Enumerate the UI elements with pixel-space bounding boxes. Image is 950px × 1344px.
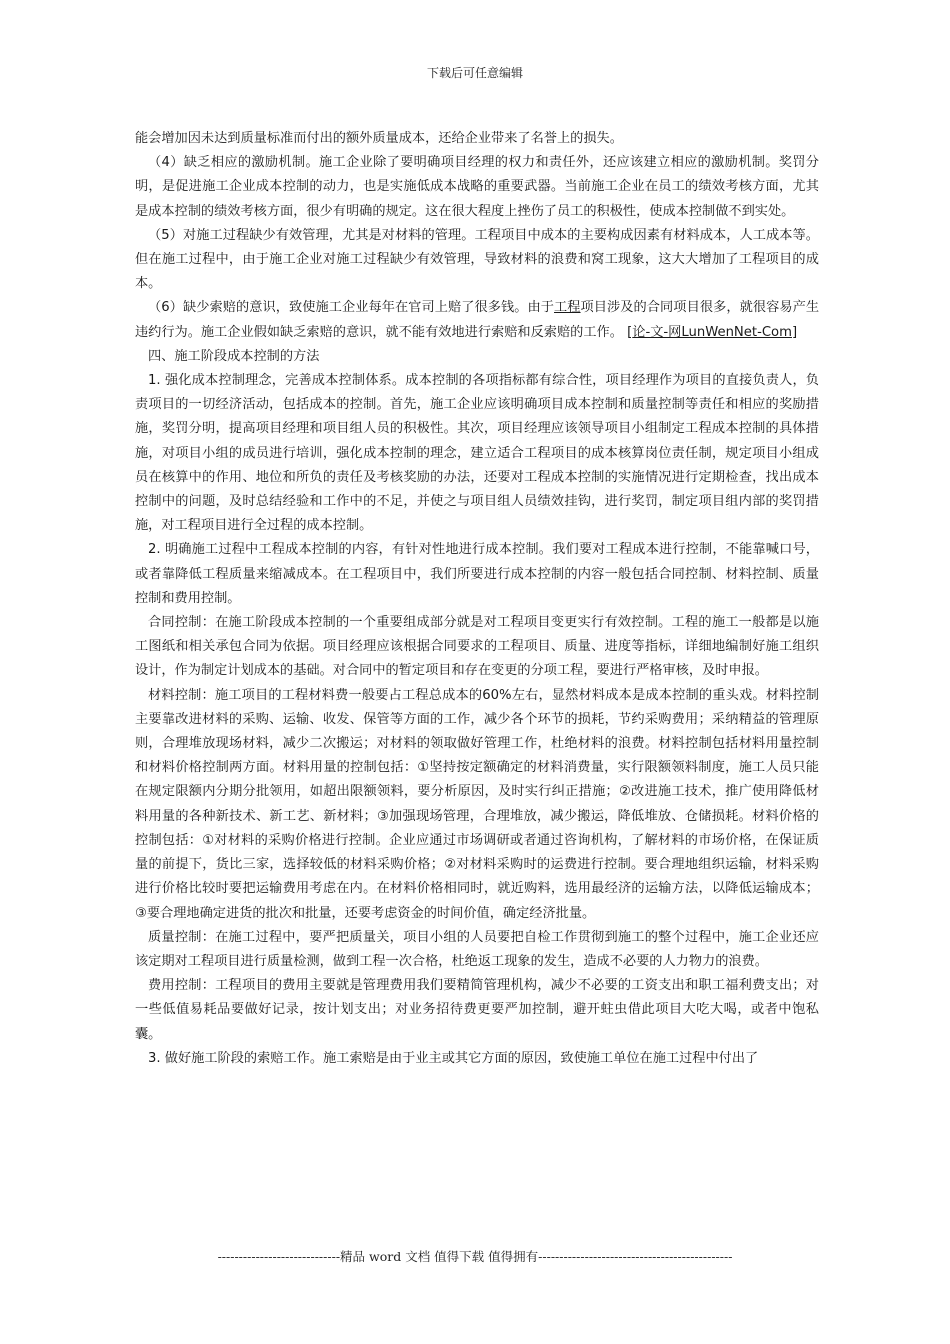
paragraph-item-5: （5）对施工过程缺少有效管理，尤其是对材料的管理。工程项目中成本的主要构成因素有材料成本，人工成本等。但在施工过程中，由于施工企业对施工过程缺少有效管理，导致材料的浪费和窝工现象，这大大增加了工程项目的成本。: [135, 227, 819, 292]
paragraph-text: ]: [791, 324, 798, 340]
paragraph-material-control: 材料控制：施工项目的工程材料费一般要占工程总成本的60%左右，显然材料成本是成本控制的重头戏。材料控制主要靠改进材料的采购、运输、收发、保管等方面的工作，减少各个环节的损耗，节约采购费用；采纳精益的管理原则，合理堆放现场材料，减少二次搬运；对材料的领取做好管理工作，杜绝材料的浪费。材料控制包括材料用量控制和材料价格控制两方面。材料用量的控制包括：①坚持按定额确定的材料消费量，实行限额领料制度，施工人员只能在规定限额内分期分批领用，如超出限额领料，要分析原因，及时实行纠正措施；②改进施工技术，推广使用降低材料用量的各种新技术、新工艺、新材料；③加强现场管理，合理堆放，减少搬运，降低堆放、仓储损耗。材料价格的控制包括：①对材料的采购价格进行控制。企业应通过市场调研或者通过咨询机构，了解材料的市场价格，在保证质量的前提下，货比三家，选择较低的材料采购价格；②对材料采购时的运费进行控制。要合理地组织运输，材料采购进行价格比较时要把运输费用考虑在内。在材料价格相同时，就近购料，选用最经济的运输方法，以降低运输成本；③要合理地确定进货的批次和批量，还要考虑资金的时间价值，确定经济批量。: [135, 687, 819, 921]
paragraph-item-6: [135, 296, 819, 344]
engineering-link[interactable]: 工程: [554, 300, 581, 316]
paragraph-item-4: （4）缺乏相应的激励机制。施工企业除了要明确项目经理的权力和责任外，还应该建立相应的激励机制。奖罚分明，是促进施工企业成本控制的动力，也是实施低成本战略的重要武器。当前施工企业在员工的绩效考核方面，尤其是成本控制的绩效考核方面，很少有明确的规定。这在很大程度上挫伤了员工的积极性，使成本控制做不到实处。: [135, 155, 819, 219]
page-footer: -----------------------------精品 word 文档 值得下载 值得拥有----------------------------------------------: [217, 1249, 733, 1264]
paragraph-continuation: 能会增加因未达到质量标准而付出的额外质量成本，还给企业带来了名誉上的损失。: [135, 131, 623, 146]
paragraph-contract-control: 合同控制：在施工阶段成本控制的一个重要组成部分就是对工程项目变更实行有效控制。工程的施工一般都是以施工图纸和相关承包合同为依据。项目经理应该根据合同要求的工程项目、质量、进度等指标，详细地编制好施工组织设计，作为制定计划成本的基础。对合同中的暂定项目和存在变更的分项工程，要进行严格审核，及时申报。: [135, 615, 819, 679]
lunwennet-link[interactable]: 论-文-网LunWenNet-Com: [632, 324, 792, 340]
paragraph-quality-control: 质量控制：在施工过程中，要严把质量关，项目小组的人员要把自检工作贯彻到施工的整个过程中，施工企业还应该定期对工程项目进行质量检测，做到工程一次合格，杜绝返工现象的发生，造成不必要的人力物力的浪费。: [135, 929, 819, 969]
document-body: [135, 127, 819, 1071]
paragraph-method-3: 3. 做好施工阶段的索赔工作。施工索赔是由于业主或其它方面的原因，致使施工单位在施工过程中付出了: [148, 1050, 759, 1066]
page-header: 下载后可任意编辑: [426, 66, 523, 80]
paragraph-method-2: 2. 明确施工过程中工程成本控制的内容，有针对性地进行成本控制。我们要对工程成本进行控制，不能靠喊口号，或者靠降低工程质量来缩减成本。在工程项目中，我们所要进行成本控制的内容一般包括合同控制、材料控制、质量控制和费用控制。: [135, 542, 819, 606]
paragraph-text: （6）缺少索赔的意识，致使施工企业每年在官司上赔了很多钱。由于: [148, 300, 555, 316]
paragraph-text: 项目涉及的合同项目很多，就很容易产生违约行为。施工企业假如缺乏索赔的意识，就不能有效地进行索赔和反索赔的工作。 [: [135, 300, 820, 340]
paragraph-method-1: 1. 强化成本控制理念，完善成本控制体系。成本控制的各项指标都有综合性，项目经理作为项目的直接负责人，负责项目的一切经济活动，包括成本的控制。首先，施工企业应该明确项目成本控制和质量控制等责任和相应的奖励措施，奖罚分明，提高项目经理和项目组人员的积极性。其次，项目经理应该领导项目小组制定工程成本控制的具体措施，对项目小组的成员进行培训，强化成本控制的理念，建立适合工程项目的成本核算岗位责任制，规定项目小组成员在核算中的作用、地位和所负的责任及考核奖励的办法，还要对工程成本控制的实施情况进行定期检查，找出成本控制中的问题，及时总结经验和工作中的不足，并使之与项目组人员绩效挂钩，进行奖罚，制定项目组内部的奖罚措施，对工程项目进行全过程的成本控制。: [135, 373, 819, 534]
section-heading: 四、施工阶段成本控制的方法: [148, 348, 320, 364]
paragraph-cost-control: 费用控制：工程项目的费用主要就是管理费用我们要精简管理机构，减少不必要的工资支出和职工福利费支出；对一些低值易耗品要做好记录，按计划支出；对业务招待费更要严加控制，避开蛀虫借此项目大吃大喝，或者中饱私囊。: [135, 978, 819, 1042]
